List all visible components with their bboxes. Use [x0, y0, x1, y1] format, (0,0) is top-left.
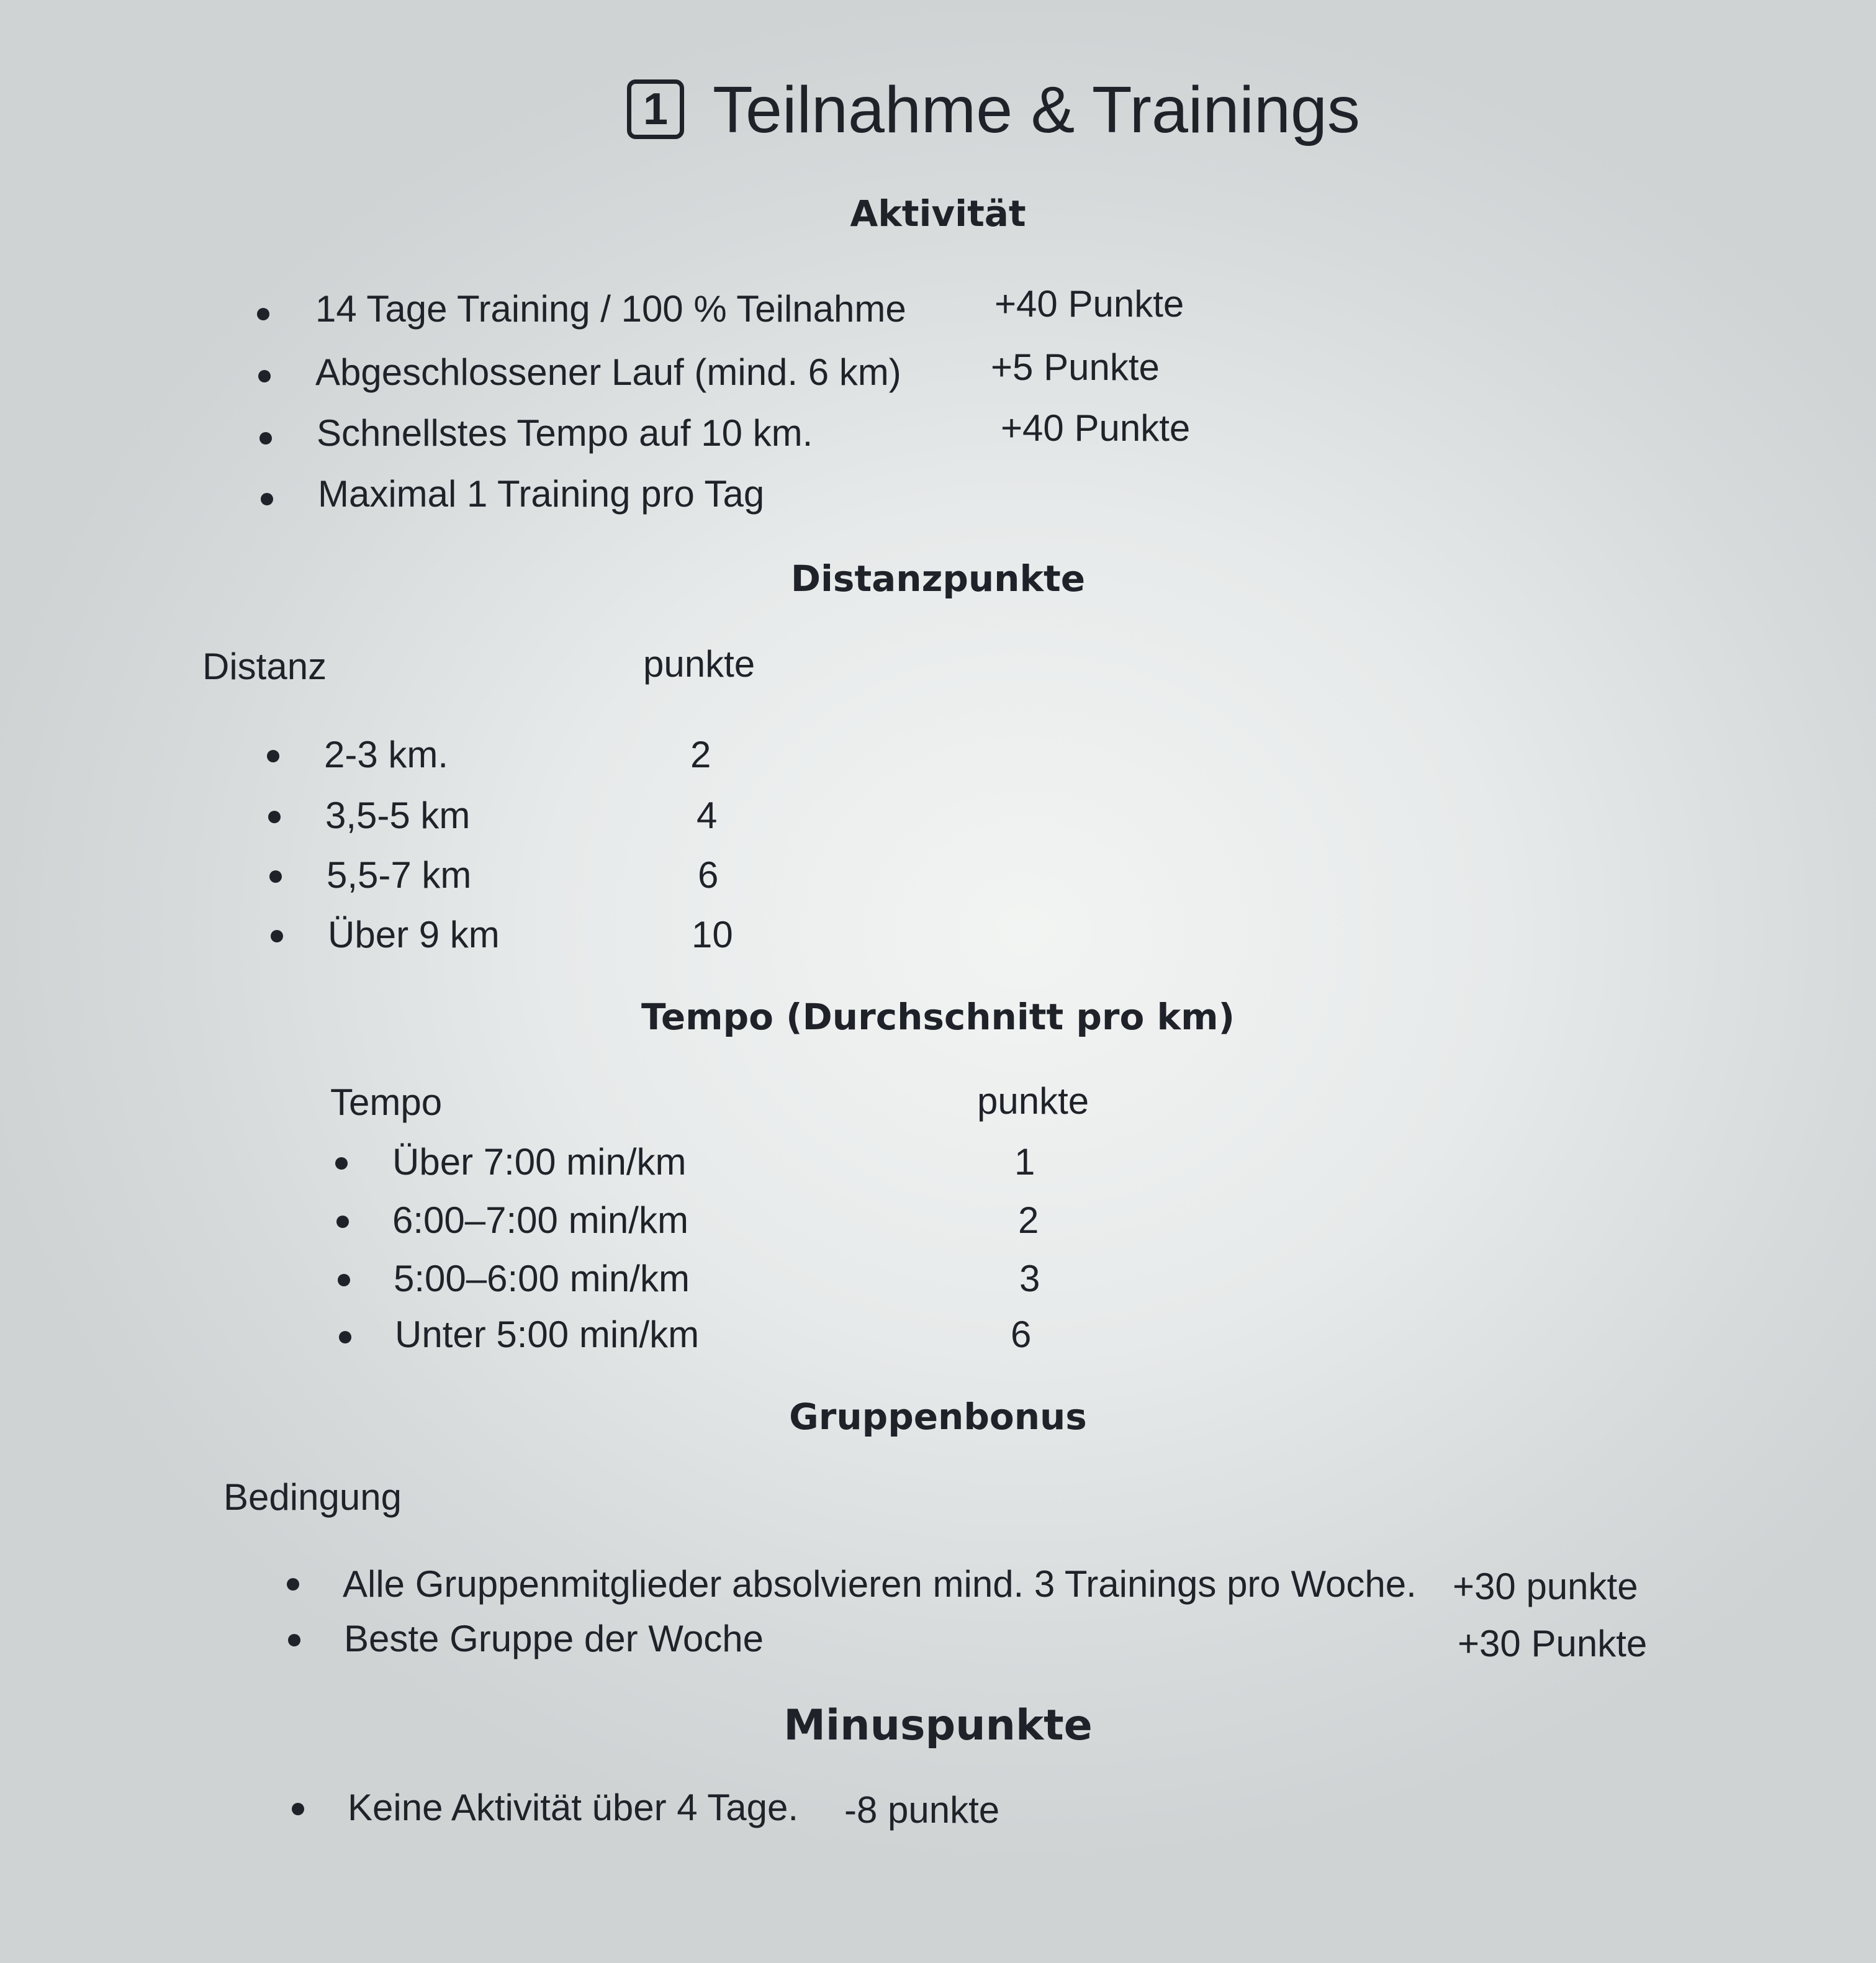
distanz-row-label: 2-3 km.: [324, 734, 449, 775]
tempo-column-label: Tempo: [330, 1081, 443, 1123]
aktivitaet-item-label: Abgeschlossener Lauf (mind. 6 km): [315, 351, 901, 393]
distanz-row-label: 5,5-7 km: [327, 854, 472, 896]
bullet-icon: [271, 930, 283, 942]
bullet-icon: [288, 1634, 300, 1646]
gruppe-item-points: +30 Punkte: [1458, 1623, 1648, 1664]
aktivitaet-item-label: Maximal 1 Training pro Tag: [318, 473, 765, 515]
heading-distanzpunkte: Distanzpunkte: [790, 557, 1086, 600]
bullet-icon: [287, 1578, 299, 1591]
distanz-row-points: 6: [698, 854, 719, 896]
gruppe-item-label: Beste Gruppe der Woche: [344, 1618, 764, 1659]
tempo-row-label: 6:00–7:00 min/km: [392, 1199, 688, 1241]
tempo-row-points: 3: [1019, 1258, 1040, 1299]
bullet-icon: [267, 750, 279, 762]
distanz-row-points: 10: [692, 914, 733, 955]
gruppe-item-points: +30 punkte: [1453, 1566, 1638, 1607]
distanz-row-label: Über 9 km: [328, 914, 500, 955]
aktivitaet-item-points: +40 Punkte: [994, 283, 1184, 325]
tempo-row-label: 5:00–6:00 min/km: [394, 1258, 690, 1299]
bullet-icon: [257, 308, 269, 320]
tempo-row-points: 6: [1011, 1314, 1032, 1355]
tempo-row-points: 2: [1018, 1199, 1039, 1241]
bullet-icon: [269, 870, 282, 883]
section-number-badge: 1: [627, 79, 684, 139]
bullet-icon: [292, 1803, 304, 1815]
tempo-row-points: 1: [1014, 1141, 1035, 1183]
distanz-column-points: punkte: [643, 643, 755, 685]
aktivitaet-item-points: +5 Punkte: [991, 346, 1160, 388]
bullet-icon: [258, 370, 271, 382]
page-title: Teilnahme & Trainings: [713, 73, 1360, 147]
heading-minuspunkte: Minuspunkte: [783, 1701, 1093, 1750]
bullet-icon: [339, 1331, 351, 1343]
bullet-icon: [268, 811, 281, 823]
aktivitaet-item-label: 14 Tage Training / 100 % Teilnahme: [315, 288, 906, 330]
bullet-icon: [335, 1157, 348, 1170]
distanz-row-points: 2: [690, 734, 711, 775]
heading-aktivitaet: Aktivität: [850, 192, 1026, 235]
minus-item-label: Keine Aktivität über 4 Tage.: [348, 1787, 799, 1828]
distanz-row-points: 4: [697, 795, 718, 836]
heading-gruppenbonus: Gruppenbonus: [789, 1396, 1087, 1438]
bullet-icon: [261, 493, 273, 505]
distanz-column-label: Distanz: [202, 646, 327, 687]
tempo-column-points: punkte: [977, 1080, 1089, 1122]
tempo-row-label: Über 7:00 min/km: [392, 1141, 687, 1183]
minus-item-points: -8 punkte: [844, 1789, 1000, 1831]
bullet-icon: [259, 432, 272, 444]
distanz-row-label: 3,5-5 km: [325, 795, 471, 836]
bullet-icon: [336, 1216, 349, 1228]
gruppe-condition-label: Bedingung: [223, 1476, 402, 1518]
heading-tempo: Tempo (Durchschnitt pro km): [641, 996, 1235, 1038]
bullet-icon: [338, 1274, 350, 1286]
gruppe-item-label: Alle Gruppenmitglieder absolvieren mind. 3 Trainings pro Woche.: [343, 1563, 1417, 1605]
aktivitaet-item-points: +40 Punkte: [1001, 407, 1191, 449]
aktivitaet-item-label: Schnellstes Tempo auf 10 km.: [317, 412, 813, 454]
tempo-row-label: Unter 5:00 min/km: [395, 1314, 700, 1355]
